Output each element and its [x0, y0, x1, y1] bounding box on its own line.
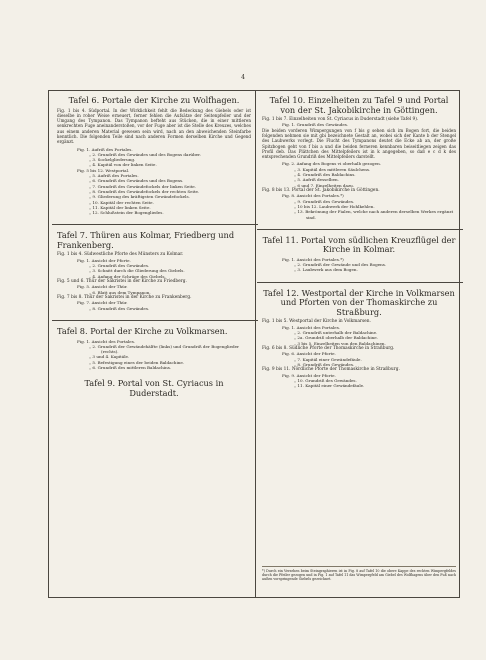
figure-entry: Fig. 1. Ansicht des Portales.: [282, 324, 341, 330]
tafel-11-section: [262, 236, 456, 273]
figure-entry: „ 2. Grundriß der Gewändehälfte (links) und Grundriß der Bogenglieder (rechts).: [89, 343, 240, 355]
figure-entry: „ 8. Grundriß des Gewändes.: [89, 305, 150, 311]
tafel-10-subheading: Fig. 1 bis 7. Einzelheiten von St. Cyriacus in Duderstadt (siehe Tafel 9).: [262, 117, 419, 122]
tafel-7-section: [57, 231, 251, 311]
figure-entry: „ 12. Schlußstein der Bogengliedes.: [89, 210, 164, 216]
figure-entry: „ 5. Aufriß desselben.: [294, 177, 339, 183]
tafel-7-title: Tafel 7. Thüren aus Kolmar, Friedberg und Frankenberg.: [57, 230, 235, 250]
figure-group-heading: Fig. 5 und 6. Thür der Sakristei in der Kirche zu Friedberg.: [57, 279, 187, 285]
column-divider: [255, 90, 256, 598]
tafel-6-figure-list: [57, 147, 251, 216]
tafel-6-description: Fig. 1 bis 4. Südportal. In der Wirklichkeit fehlt die Bedeckung des Giebels oder ist dieselbe in roher Weise erneuert, ferner fehlen die Aufsätze der Seitenpfeiler und der Umgang des Tympanon. Das Tympanon befteht aus Stücken, die in einer mittleren senkrechten Fuge aneinanderstoßen, vor der Fuge aber ist die Stelle des Kreuzes, welches aus einem anderen Material gewesen sein wird, nach an den abweichenden Steinfarbe kenntlich. Die folgenden Teile sind nach anderen Formen derselben Kirche und Gegend ergänzt.: [57, 107, 251, 145]
figure-entry: „ 2. Grundriß unterhalb der Baldachine.: [294, 329, 378, 335]
figure-entry: „ 11. Kapitäl der linken Seite.: [89, 204, 151, 210]
figure-entry: „ 2. Grundriß des Gewändes und des Bogens darüber.: [89, 151, 201, 157]
figure-group-heading: Fig. 1 bis 4. Südwestliche Pforte des Münsters zu Kolmar.: [57, 252, 184, 258]
figure-group-heading: Fig. 7 bis 8. Thür der Sakristei in der Kirche zu Frankenberg.: [57, 295, 192, 301]
figure-entry: „ 3. Kapitäl des mittleren Säulchens.: [294, 166, 371, 172]
figure-entry: Fig. 1. Ansicht des Portales.*): [282, 256, 344, 262]
figure-entry: Fig. 6. Ansicht der Pforte.: [282, 351, 336, 357]
left-column: [57, 96, 251, 407]
tafel-10-subheading-2: Fig. 8 bis 13. Portal der St. Jakobikirche in Göttingen.: [262, 187, 380, 193]
tafel-10-description: Die beiden vorderen Wimpergungen von f bis g sehen sich im Bogen fort, die beiden folgenden nehmen sie mit gbi bezeichnete Gestalt an, wobei sich der Kante b der Stengel des Laubwerks vorlegt. Die Flucht des Tympanons deutet die Ecke ab an, der große Spitzbogen geht von f bis a und die beiden ferneren kennbaren beiseitliegen zeigen das Profil deb. Das Plättchen des Mittelpfeilers ist in k angegeben, so daß e c d k des entsprechenden Grundriß des Mittelpfeilers darstellt.: [262, 127, 456, 160]
figure-group-heading: Fig. 9 bis 11. Nördliche Pforte der Thomaskirche in Straßburg.: [262, 367, 400, 373]
figure-entry: „ 3 und 4. Kapitäle.: [89, 354, 130, 360]
tafel-12-title: Tafel 12. Westportal der Kirche in Volkmarsen und Pforten von der Thomaskirche zu Straßburg.: [263, 287, 455, 317]
tafel-6-section: [57, 96, 251, 215]
figure-entry: „ 5. Befestigung eines der beiden Baldachine.: [89, 359, 185, 365]
figure-entry: Fig. 9. Ansicht der Pforte.: [282, 372, 336, 378]
figure-entry: Fig. 8. Ansicht des Portales.*): [282, 193, 344, 199]
section-rule: [52, 224, 258, 225]
figure-entry: „ 4. Kapitäl von der linken Seite.: [89, 162, 157, 168]
figure-entry: „ 11. Kapitäl einer Gewändefäule.: [294, 383, 365, 389]
right-column: [262, 96, 456, 397]
section-rule: [257, 229, 463, 230]
figure-entry: Fig. 5 bis 12. Westportal.: [77, 167, 130, 173]
figure-group-heading: Fig. 1 bis 5. Westportal der Kirche in Volkmarsen.: [262, 319, 371, 325]
tafel-12-figure-groups: [262, 319, 456, 388]
tafel-9-title: Tafel 9. Portal von St. Cyriacus in Duderstadt.: [84, 378, 224, 398]
figure-entry: „ 8. Grundriß des Gewändes.: [294, 361, 355, 367]
figure-entry: „ 9. Gliederung des kräftigsten Gewändefockels.: [89, 194, 190, 200]
tafel-10-section: [262, 96, 456, 220]
figure-entry: „ 5. Aufriß des Portales.: [89, 173, 139, 179]
figure-entry: „ 3. Sockelgliederung.: [89, 157, 136, 163]
figure-entry: Fig. 2. Anfang des Bogens vi oberhalb gezogen.: [282, 161, 382, 167]
figure-entry: „ 3. Laubwerk aus dem Bogen.: [294, 267, 358, 273]
figure-entry: Fig. 1. Ansicht der Pforte.: [77, 257, 131, 263]
tafel-7-figure-groups: [57, 252, 251, 311]
figure-entry: „ 4. Grundriß des Baldachins.: [294, 172, 356, 178]
figure-entry: Fig. 1. Ansicht des Portales.: [77, 338, 136, 344]
figure-entry: „ 2. Grundriß der Gewände und des Bogens.: [294, 262, 387, 268]
tafel-10-fig1: Fig. 1. Grundriß des Gewändes.: [282, 122, 349, 128]
section-rule: [52, 320, 258, 321]
figure-entry: „ 10. Kapitäl der rechten Seite.: [89, 199, 154, 205]
figure-entry: Fig. 1. Aufriß des Portales.: [77, 146, 133, 152]
tafel-11-figure-list: [262, 257, 456, 273]
footnote: *) Durch ein Versehen beim Steingraphieren ist in Fig. 8 auf Tafel 10 die obere Kappe des rechten Wimpergfeldes durch die Pfeiler gezogen und in Fig. 1 auf Tafel 11 das Wimpergfeld am Giebel des Wolfhagens über den Fuß nach außen vorspringende Giebels gezeichnet.: [262, 566, 456, 582]
tafel-8-figure-list: [57, 339, 251, 371]
figure-entry: „ 6. Grundriß des mittleren Baldachins.: [89, 365, 172, 371]
tafel-8-title: Tafel 8. Portal der Kirche zu Volkmarsen.: [57, 326, 228, 337]
figure-entry: „ 9. Grundriß des Gewändes.: [294, 198, 355, 204]
tafel-6-title: Tafel 6. Portale der Kirche zu Wolfhagen.: [68, 95, 240, 105]
figure-entry: „ 7. Grundriß des Gewändefockels der linken Seite.: [89, 183, 197, 189]
tafel-11-title: Tafel 11. Portal vom südlichen Kreuzflügel der Kirche in Kolmar.: [262, 234, 456, 255]
section-rule: [257, 282, 463, 283]
figure-entry: „ 4. Anfang der Schräge des Giebels.: [89, 273, 166, 279]
figure-entry: „ 7. Kapitäl einer Gewändefäule.: [294, 356, 362, 362]
figure-entry: „ 6. Blatt aus dem Tympanon.: [89, 289, 151, 295]
tafel-10-title: Tafel 10. Einzelheiten zu Tafel 9 und Portal von der St. Jakobikirche in Göttingen.: [269, 95, 449, 115]
figure-entry: „ 10 bis 12. Laubwerk der Hohlkehlen.: [294, 203, 375, 209]
figure-group-heading: Fig. 6 bis 8. Südliche Pforte der Thomaskirche in Straßburg.: [262, 345, 395, 351]
tafel-12-section: [262, 289, 456, 389]
tafel-9-section: [57, 379, 251, 398]
tafel-10-figure-list-2: [262, 193, 456, 219]
figure-entry: „ 6 und 7. Einzelheiten dazu.: [294, 182, 355, 188]
page-number: 4: [241, 74, 245, 81]
figure-entry: „ 13. Bekrönung der Fialen, welche nach anderen derselben Werkes ergänzt sind.: [294, 209, 454, 220]
figure-entry: „ 3. Schnitt durch die Gliederung des Giebels.: [89, 268, 185, 274]
figure-entry: „ 8. Grundriß des Gewändefockels der rechten Seite.: [89, 188, 200, 194]
figure-entry: Fig. 7. Ansicht der Thür.: [77, 300, 128, 306]
figure-entry: „ 3 bis 5. Einzelheiten von den Baldachinen.: [294, 340, 386, 346]
figure-entry: „ 2a. Grundriß oberhalb der Baldachine.: [294, 335, 378, 341]
figure-entry: Fig. 5. Ansicht der Thür.: [77, 284, 128, 290]
figure-entry: „ 10. Grundriß des Gewändes.: [294, 377, 357, 383]
tafel-8-section: [57, 327, 251, 370]
tafel-10-figure-list: [262, 161, 456, 187]
figure-entry: „ 6. Grundriß des Gewändes und des Bogens.: [89, 178, 184, 184]
figure-entry: „ 2. Grundriß des Gewändes.: [89, 263, 150, 269]
